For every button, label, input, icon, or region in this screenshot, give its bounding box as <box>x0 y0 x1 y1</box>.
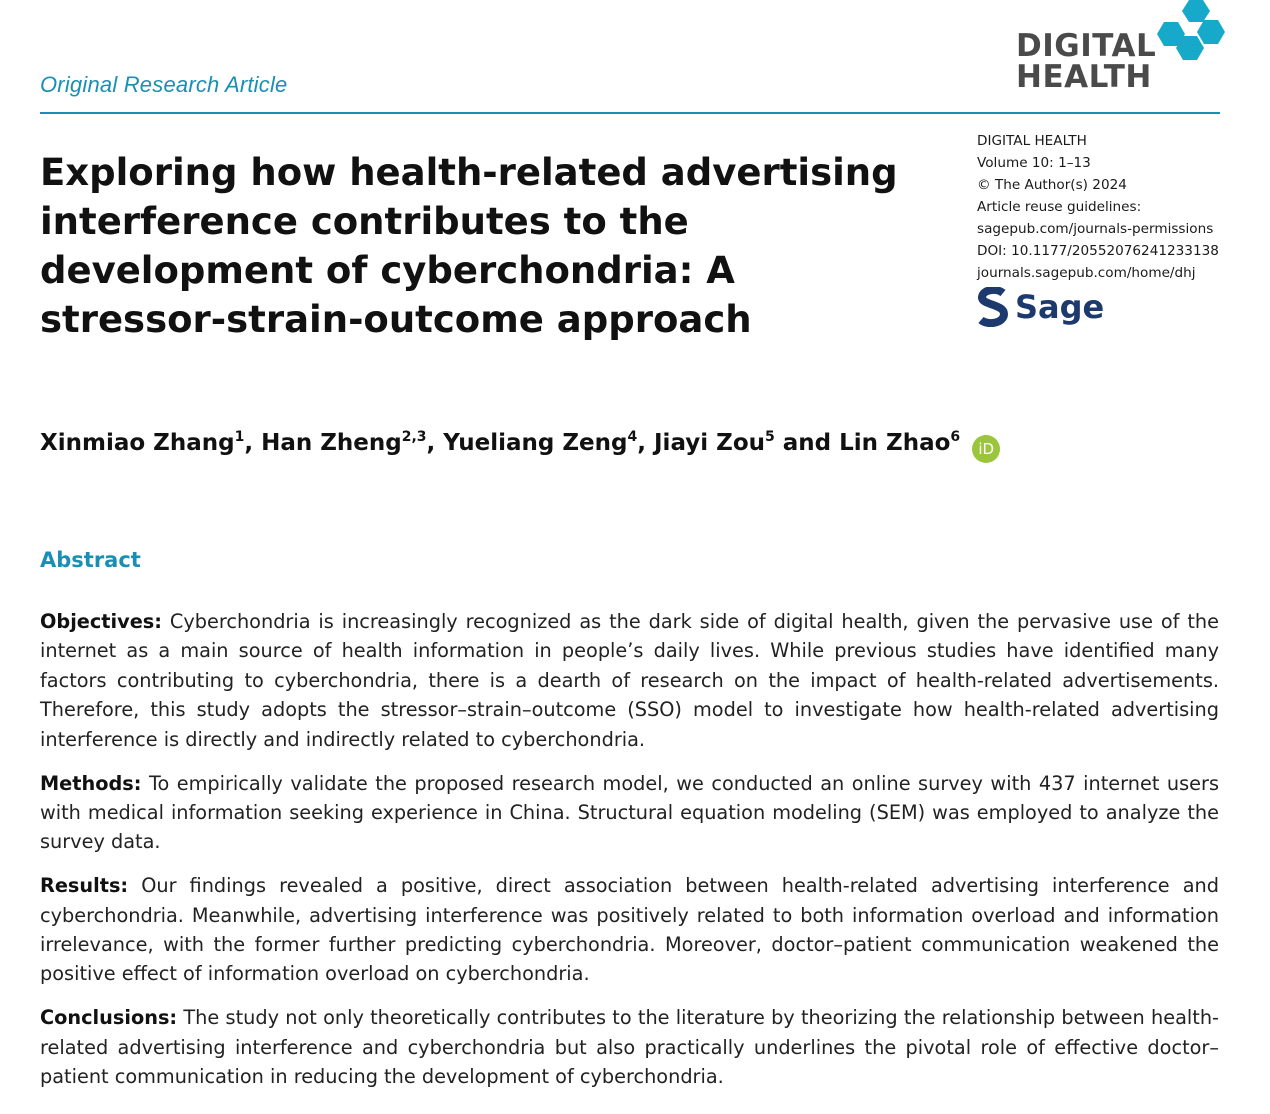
journal-name: DIGITAL HEALTH <box>977 133 1087 149</box>
sage-wordmark: Sage <box>1015 288 1105 326</box>
section-label: Conclusions: <box>40 1006 178 1030</box>
article-type: Original Research Article <box>40 72 288 97</box>
section-text: Cyberchondria is increasingly recognized as the dark side of digital health, given the pervasive use of the internet as a main source of health information in people’s daily lives. While previous studies have identified many factors contributing to cyberchondria, there is a dearth of research on the impact of health-related advertisements. Therefore, this study adopts the stressor–strain–outcome (SSO) model to investigate how health-related advertising interference is directly and indirectly related to cyberchondria. <box>40 610 1219 751</box>
doi[interactable]: DOI: 10.1177/20552076241233138 <box>977 243 1219 259</box>
author-separator: , <box>244 430 262 456</box>
author-separator: , <box>637 430 654 456</box>
author-name[interactable]: Xinmiao Zhang <box>40 430 235 456</box>
abstract-conclusions <box>40 1003 1219 1091</box>
reuse-label: Article reuse guidelines: <box>977 199 1142 215</box>
journal-link[interactable]: journals.sagepub.com/home/dhj <box>977 265 1196 281</box>
author-name[interactable]: Lin Zhao <box>839 430 951 456</box>
article-title: Exploring how health-related advertising interference contributes to the development of cyberchondria: A stressor-strain-outcome approach <box>40 151 898 341</box>
abstract-heading: Abstract <box>40 548 141 572</box>
author-affiliation: 5 <box>765 429 775 445</box>
author-name[interactable]: Yueliang Zeng <box>443 430 628 456</box>
header-rule <box>40 112 1220 114</box>
author-name[interactable]: Han Zheng <box>261 430 402 456</box>
hexagon-top <box>1182 0 1210 22</box>
logo-line-1: DIGITAL <box>1016 28 1157 64</box>
logo-line-2: HEALTH <box>1016 59 1152 95</box>
author-affiliation: 2,3 <box>401 429 427 445</box>
section-label: Methods: <box>40 771 142 795</box>
abstract-objectives <box>40 607 1219 754</box>
author-list <box>40 426 995 463</box>
copyright: © The Author(s) 2024 <box>977 177 1127 193</box>
journal-metadata <box>977 130 1220 284</box>
orcid-icon[interactable]: iD <box>972 435 1000 463</box>
author-affiliation: 1 <box>234 429 245 445</box>
section-label: Objectives: <box>40 610 162 633</box>
author-separator: , <box>426 430 444 456</box>
volume: Volume 10: 1–13 <box>977 155 1091 171</box>
author-affiliation: 6 <box>950 429 961 445</box>
sage-logo <box>977 287 1117 327</box>
section-text: Our findings revealed a positive, direct association between health-related advertising interference and cyberchondria. Meanwhile, advertising interference was positively related to both information overload and information irrelevance, with the former further predicting cyberchondria. Moreover, doctor–patient communication weakened the positive effect of information overload on cyberchondria. <box>40 874 1219 986</box>
author-affiliation: 4 <box>627 429 638 445</box>
reuse-link[interactable]: sagepub.com/journals-permissions <box>977 221 1214 237</box>
section-text: To empirically validate the proposed research model, we conducted an online survey with 437 internet users with medical information seeking experience in China. Structural equation modeling (SEM) was employed to analyze the survey data. <box>40 771 1219 854</box>
section-label: Results: <box>40 874 129 898</box>
sage-s-icon <box>977 287 1009 327</box>
author-separator: and <box>774 430 840 456</box>
abstract-results <box>40 871 1219 989</box>
journal-logo <box>1016 0 1226 100</box>
hexagon-icon <box>1152 0 1226 64</box>
abstract-body <box>40 607 1219 1106</box>
hexagon-right <box>1197 20 1225 44</box>
section-text: The study not only theoretically contributes to the literature by theorizing the relationship between health-related advertising interference and cyberchondria but also practically underlines the pivotal role of effective doctor–patient communication in reducing the development of cyberchondria. <box>40 1006 1219 1089</box>
abstract-methods <box>40 769 1219 857</box>
author-name[interactable]: Jiayi Zou <box>654 430 765 456</box>
